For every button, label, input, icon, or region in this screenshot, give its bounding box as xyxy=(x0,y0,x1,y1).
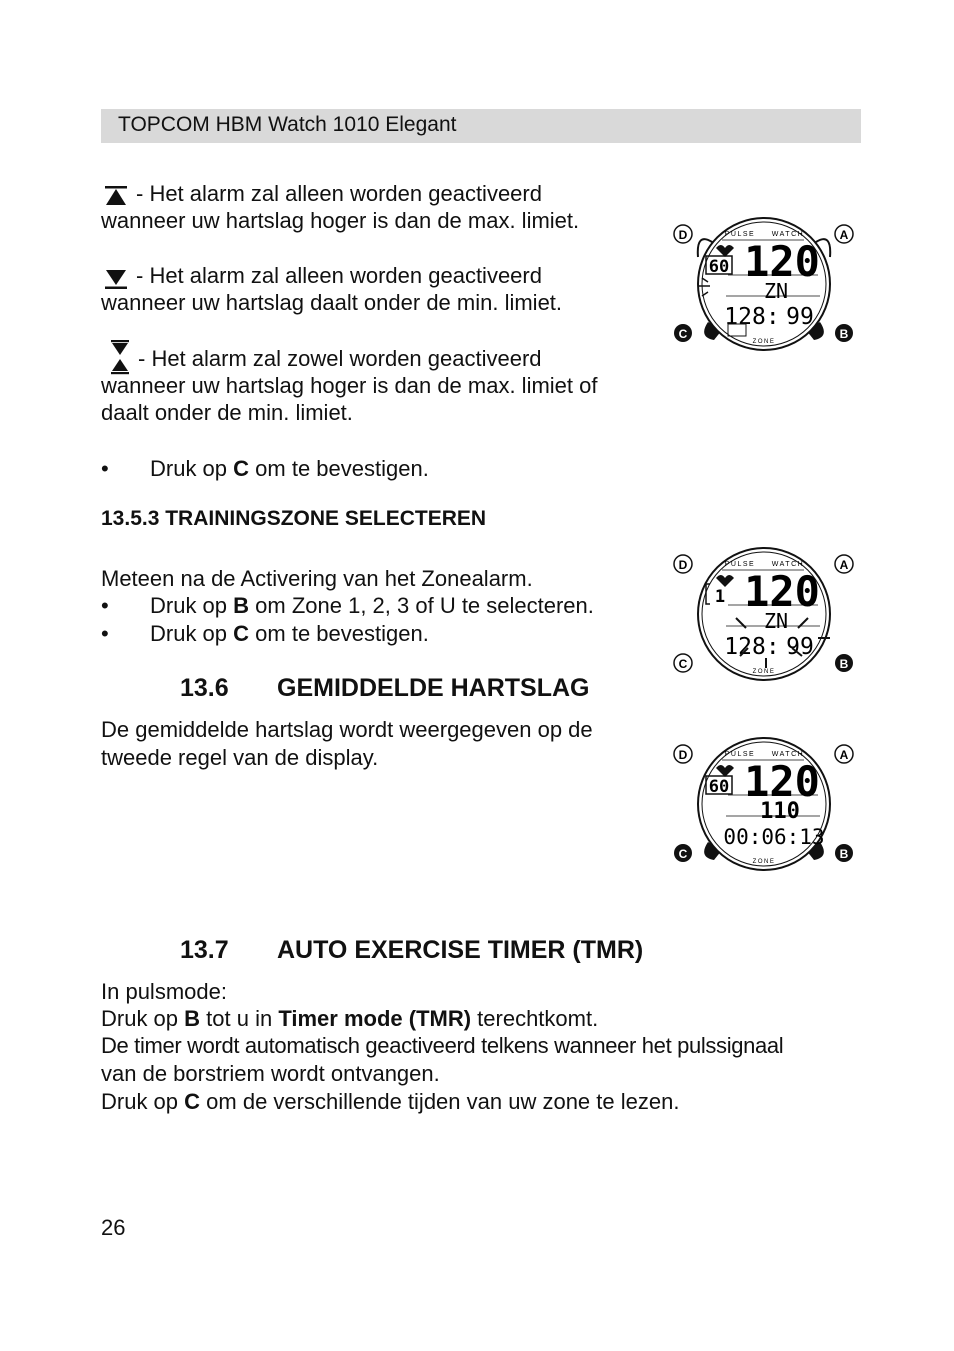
watch2-bot-right: 99 xyxy=(786,634,814,660)
select-pre: Druk op xyxy=(150,593,234,618)
alarm-low-line2: wanneer uw hartslag daalt onder de min. limiet. xyxy=(101,290,563,315)
label-d: D xyxy=(678,228,688,242)
arrow-down-limit-icon xyxy=(104,268,128,290)
section-13-7-line1: In pulsmode: xyxy=(101,979,227,1004)
label-c: C xyxy=(678,327,688,341)
watch1-mid: ZN xyxy=(763,279,789,303)
watch1-bot-right: 99 xyxy=(786,304,814,330)
zone-post: om de verschillende tijden van uw zone te lezen. xyxy=(200,1089,680,1114)
alarm-both-line3: daalt onder de min. limiet. xyxy=(101,400,353,425)
watch-top-text2: WATCH xyxy=(771,231,805,238)
confirm-post: om te bevestigen. xyxy=(249,456,429,481)
alarm-low-line1: - Het alarm zal alleen worden geactiveerd xyxy=(136,263,542,288)
watch-top-text: PULSE xyxy=(724,231,756,238)
watch2-main: 120 xyxy=(744,567,820,616)
key-c: C xyxy=(184,1089,201,1114)
watch-top-text: PULSE xyxy=(724,751,756,758)
section-13-7-title: AUTO EXERCISE TIMER (TMR) xyxy=(277,936,644,964)
watch-illustration-2 xyxy=(668,542,860,684)
alarm-both-line1: - Het alarm zal zowel worden geactiveerd xyxy=(138,346,542,371)
watch3-mid: 110 xyxy=(760,799,800,824)
confirm2-post: om te bevestigen. xyxy=(249,621,429,646)
key-c: C xyxy=(233,621,250,646)
arrow-up-limit-icon xyxy=(104,185,128,207)
section-13-6-number: 13.6 xyxy=(180,674,229,702)
label-b: B xyxy=(839,847,849,861)
watch2-left: 1 xyxy=(714,587,726,607)
section-13-6-line1: De gemiddelde hartslag wordt weergegeven op de xyxy=(101,717,593,742)
label-c: C xyxy=(678,657,688,671)
watch2-mid: ZN xyxy=(763,609,789,633)
section-13-6-line2: tweede regel van de display. xyxy=(101,745,379,770)
section-13-5-3-title: 13.5.3 TRAININGSZONE SELECTEREN xyxy=(101,507,487,530)
key-b: B xyxy=(184,1006,201,1031)
label-c: C xyxy=(678,847,688,861)
tmr-mid: tot u in xyxy=(200,1006,279,1031)
section-13-7-line2 xyxy=(101,1005,598,1033)
confirm-pre: Druk op xyxy=(150,456,234,481)
alarm-high-line1: - Het alarm zal alleen worden geactiveerd xyxy=(136,181,542,206)
key-c: C xyxy=(233,456,250,481)
label-a: A xyxy=(839,228,849,242)
label-b: B xyxy=(839,327,849,341)
bullet-marker: • xyxy=(101,456,109,481)
label-d: D xyxy=(678,748,688,762)
confirm-text xyxy=(150,456,429,482)
page-number: 26 xyxy=(101,1215,126,1240)
label-a: A xyxy=(839,748,849,762)
confirm-text-2 xyxy=(150,621,429,647)
watch2-bot-left: 128: xyxy=(724,634,780,660)
section-13-6-title: GEMIDDELDE HARTSLAG xyxy=(277,674,590,702)
watch-bottom-text: ZONE xyxy=(752,339,776,345)
bullet-marker: • xyxy=(101,621,109,646)
watch3-bot-left: 00:06:13 xyxy=(723,825,825,849)
tmr-pre: Druk op xyxy=(101,1006,185,1031)
label-b: B xyxy=(839,657,849,671)
label-a: A xyxy=(839,558,849,572)
key-b: B xyxy=(233,593,250,618)
zone-pre: Druk op xyxy=(101,1089,185,1114)
watch1-bot-left: 128: xyxy=(724,304,780,330)
select-zone-text xyxy=(150,593,594,619)
watch1-left: 60 xyxy=(708,257,730,277)
timer-mode-label: Timer mode (TMR) xyxy=(278,1006,472,1031)
watch3-main: 120 xyxy=(744,757,820,806)
watch3-left: 60 xyxy=(708,777,730,797)
confirm2-pre: Druk op xyxy=(150,621,234,646)
watch-bottom-text: ZONE xyxy=(752,669,776,675)
section-13-7-line5 xyxy=(101,1088,679,1116)
watch-bottom-text: ZONE xyxy=(752,859,776,865)
header-bar xyxy=(101,109,861,143)
watch-illustration-3 xyxy=(668,732,860,874)
section-13-5-3-intro: Meteen na de Activering van het Zonealarm. xyxy=(101,566,533,591)
section-13-7-line3: De timer wordt automatisch geactiveerd telkens wanneer het pulssignaal xyxy=(101,1033,784,1058)
bullet-marker: • xyxy=(101,593,109,618)
watch1-main: 120 xyxy=(744,237,820,286)
header-title: TOPCOM HBM Watch 1010 Elegant xyxy=(118,113,457,136)
section-13-7-number: 13.7 xyxy=(180,936,229,964)
select-post: om Zone 1, 2, 3 of U te selecteren. xyxy=(249,593,594,618)
section-13-7-line4: van de borstriem wordt ontvangen. xyxy=(101,1061,440,1086)
watch-top-text2: WATCH xyxy=(771,751,805,758)
watch-illustration-1 xyxy=(668,212,860,354)
watch-top-text: PULSE xyxy=(724,561,756,568)
watch-top-text2: WATCH xyxy=(771,561,805,568)
alarm-high-line2: wanneer uw hartslag hoger is dan de max. limiet. xyxy=(101,208,580,233)
tmr-post: terechtkomt. xyxy=(471,1006,599,1031)
label-d: D xyxy=(678,558,688,572)
arrow-both-limits-icon xyxy=(108,339,132,375)
alarm-both-line2: wanneer uw hartslag hoger is dan de max. limiet of xyxy=(101,373,598,398)
